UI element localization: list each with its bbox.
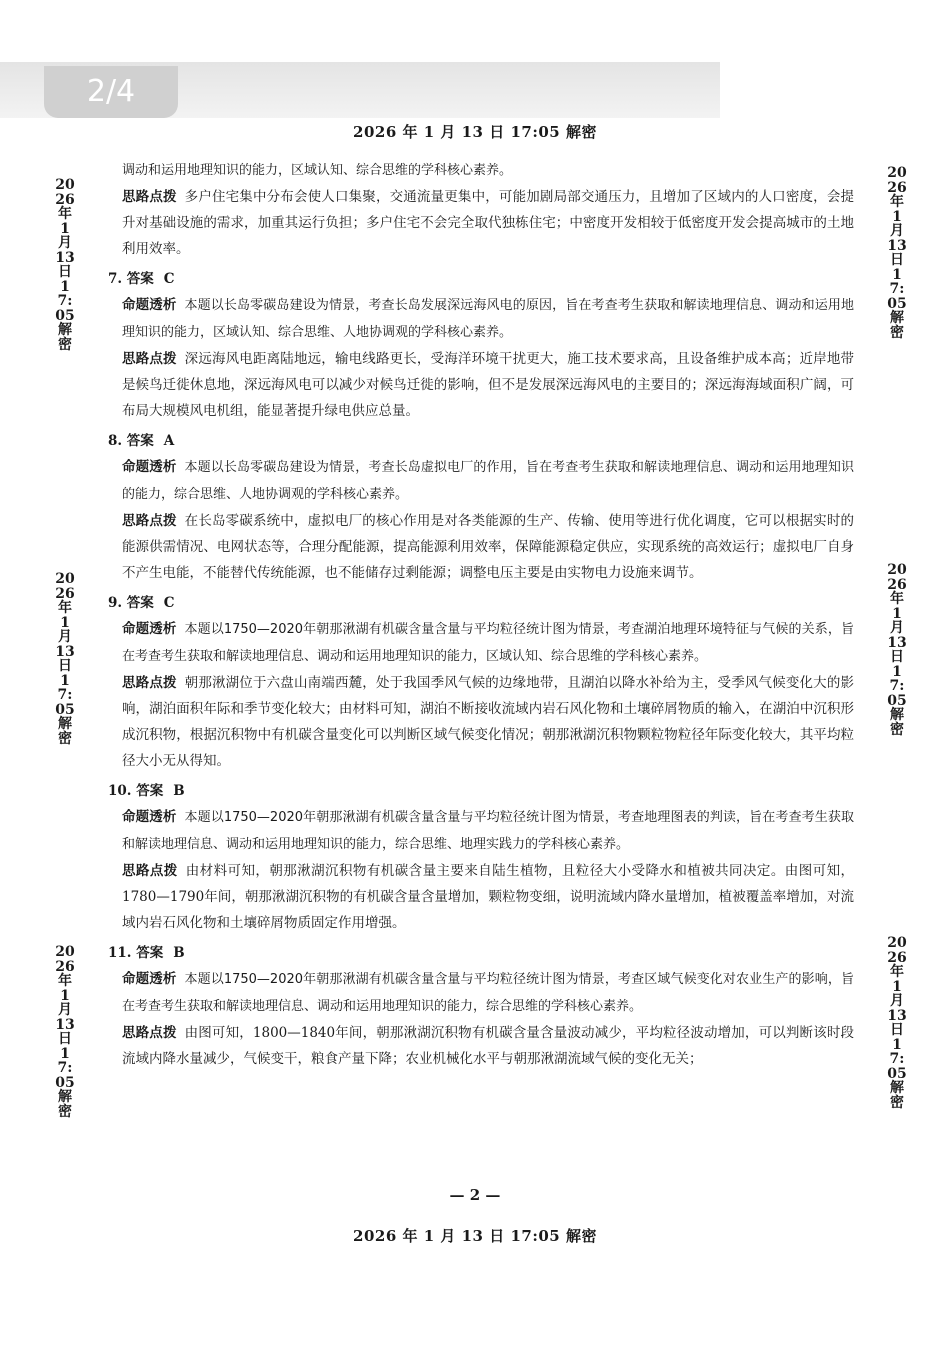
continued-hint	[108, 184, 854, 262]
footer-decrypt-stamp: 2026 年 1 月 13 日 17:05 解密	[353, 1227, 597, 1245]
question-10-intent: 命题透析 本题以1750—2020年朝那湫湖有机碳含量含量与平均粒径统计图为情景，考查地理图表的判读，旨在考查考生获取和解读地理信息、调动和运用地理知识的能力，综合思维、地理实践力的学科核心素养。	[122, 809, 855, 852]
hint-label: 思路点拨	[122, 189, 177, 205]
hint-text: 多户住宅集中分布会使人口集聚，交通流量更集中，可能加剧局部交通压力，且增加了区域内的人口密度，会提升对基础设施的需求，加重其运行负担；多户住宅不会完全取代独栋住宅；中密度开发相较于低密度开发会提高城市的土地利用效率。	[122, 189, 855, 257]
question-9-intent: 命题透析 本题以1750—2020年朝那湫湖有机碳含量含量与平均粒径统计图为情景，考查湖泊地理环境特征与气候的关系，旨在考查考生获取和解读地理信息、调动和运用地理知识的能力，区域认知、综合思维的学科核心素养。	[122, 621, 855, 664]
side-stamp-right-3: 2026年1月13日17:05解密	[887, 935, 907, 1111]
page-indicator-badge: 2/4	[44, 66, 178, 118]
side-stamp-right-1: 2026年1月13日17:05解密	[887, 165, 907, 341]
side-stamp-left-3: 2026年1月13日17:05解密	[55, 944, 75, 1120]
question-11-hint: 思路点拨 由图可知，1800—1840年间，朝那湫湖沉积物有机碳含量含量波动减少，平均粒径波动增加，可以判断该时段流域内降水量减少，气候变干，粮食产量下降；农业机械化水平与朝那湫湖流域气候的变化无关；	[122, 1025, 854, 1067]
side-stamp-left-1: 2026年1月13日17:05解密	[55, 177, 75, 353]
question-9-answer: 9. 答案 C	[108, 595, 175, 611]
side-stamp-right-2: 2026年1月13日17:05解密	[887, 562, 907, 738]
question-8-hint: 思路点拨 在长岛零碳系统中，虚拟电厂的核心作用是对各类能源的生产、传输、使用等进行优化调度，它可以根据实时的能源供需情况、电网状态等，合理分配能源，提高能源利用效率，保障能源稳定供应，实现系统的高效运行；虚拟电厂自身不产生电能，不能替代传统能源，也不能储存过剩能源；调整电压主要是由实物电力设施来调节。	[122, 513, 855, 581]
answer-content	[108, 158, 854, 1072]
side-stamp-left-2: 2026年1月13日17:05解密	[55, 571, 75, 747]
question-9-hint: 思路点拨 朝那湫湖位于六盘山南端西麓，处于我国季风气候的边缘地带，且湖泊以降水补给为主，受季风气候变化大的影响，湖泊面积年际和季节变化较大；由材料可知，湖泊不断接收流域内岩石风化物和土壤碎屑物质的输入，在湖泊中沉积形成沉积物，根据沉积物中有机碳含量变化可以判断区域气候变化情况；朝那湫湖沉积物颗粒物粒径年际变化较大，其平均粒径大小无从得知。	[122, 675, 855, 769]
question-7-answer: 7. 答案 C	[108, 271, 175, 287]
page-number: — 2 —	[449, 1186, 501, 1204]
question-8-intent: 命题透析 本题以长岛零碳岛建设为情景，考查长岛虚拟电厂的作用，旨在考查考生获取和解读地理信息、调动和运用地理知识的能力，综合思维、人地协调观的学科核心素养。	[122, 459, 854, 502]
question-7-intent: 命题透析 本题以长岛零碳岛建设为情景，考查长岛发展深远海风电的原因，旨在考查考生获取和解读地理信息、调动和运用地理知识的能力，区域认知、综合思维、人地协调观的学科核心素养。	[122, 297, 854, 340]
question-11-intent: 命题透析 本题以1750—2020年朝那湫湖有机碳含量含量与平均粒径统计图为情景，考查区域气候变化对农业生产的影响，旨在考查考生获取和解读地理信息、调动和运用地理知识的能力，综合思维的学科核心素养。	[122, 971, 855, 1014]
question-11-answer: 11. 答案 B	[108, 945, 185, 961]
question-10-hint: 思路点拨 由材料可知，朝那湫湖沉积物有机碳含量主要来自陆生植物，且粒径大小受降水和植被共同决定。由图可知，1780—1790年间，朝那湫湖沉积物的有机碳含量含量增加，颗粒物变细，说明流域内降水量增加，植被覆盖率增加，对流域内岩石风化物和土壤碎屑物质固定作用增强。	[122, 863, 855, 931]
question-10-answer: 10. 答案 B	[108, 783, 185, 799]
question-8-answer: 8. 答案 A	[108, 433, 175, 449]
question-7-hint: 思路点拨 深远海风电距离陆地远，输电线路更长，受海洋环境干扰更大，施工技术要求高，且设备维护成本高；近岸地带是候鸟迁徙休息地，深远海风电可以减少对候鸟迁徙的影响，但不是发展深远海风电的主要目的；深远海海域面积广阔，可布局大规模风电机组，能显著提升绿电供应总量。	[122, 351, 855, 419]
continued-line: 调动和运用地理知识的能力，区域认知、综合思维的学科核心素养。	[122, 163, 513, 178]
header-decrypt-stamp: 2026 年 1 月 13 日 17:05 解密	[353, 123, 597, 141]
